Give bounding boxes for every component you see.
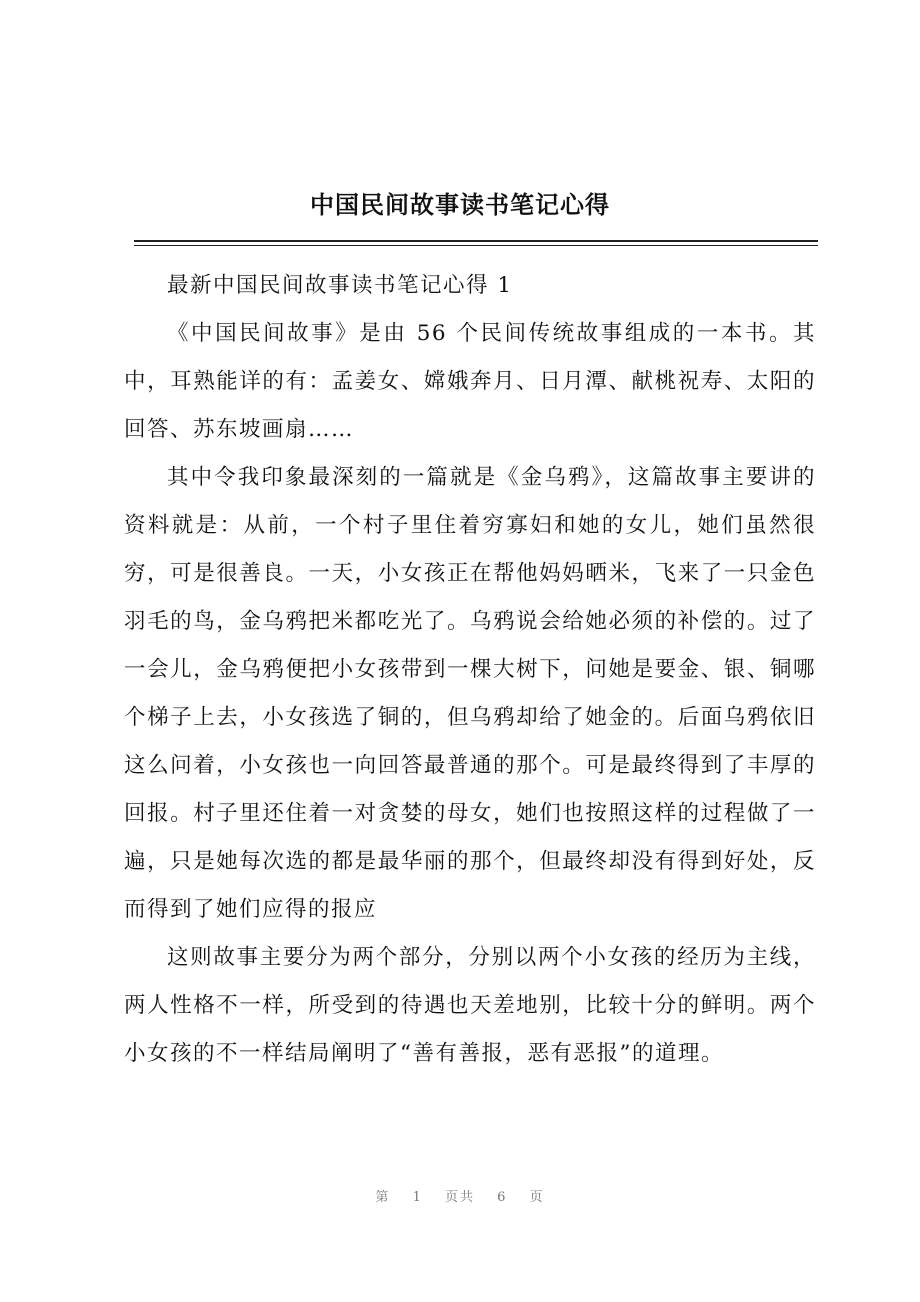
story-paragraph: 其中令我印象最深刻的一篇就是《金乌鸦》，这篇故事主要讲的资料就是：从前，一个村子里住着穷寡妇和她的女儿，她们虽然很穷，可是很善良。一天，小女孩正在帮他妈妈晒米，飞来了一只金色羽毛的鸟，金乌鸦把米都吃光了。乌鸦说会给她必须的补偿的。过了一会儿，金乌鸦便把小女孩带到一棵大树下，问她是要金、银、铜哪个梯子上去，小女孩选了铜的，但乌鸦却给了她金的。后面乌鸦依旧这么问着，小女孩也一向回答最普通的那个。可是最终得到了丰厚的回报。村子里还住着一对贪婪的母女，她们也按照这样的过程做了一遍，只是她每次选的都是最华丽的那个，但最终却没有得到好处，反而得到了她们应得的报应 — [124, 465, 816, 922]
document-body — [124, 262, 816, 1078]
intro-paragraph: 《中国民间故事》是由 56 个民间传统故事组成的一本书。其中，耳熟能详的有：孟姜女、嫦娥奔月、日月潭、献桃祝寿、太阳的回答、苏东坡画扇…… — [124, 321, 816, 442]
footer-page-number: 1 — [412, 1190, 423, 1205]
page-footer — [0, 1186, 920, 1205]
footer-prefix: 第 — [375, 1190, 391, 1205]
subtitle-paragraph: 最新中国民间故事读书笔记心得 1 — [167, 273, 513, 298]
footer-suffix: 页 — [529, 1190, 545, 1205]
footer-total-pages: 6 — [497, 1190, 508, 1205]
footer-middle: 页共 — [444, 1190, 475, 1205]
document-title: 中国民间故事读书笔记心得 — [310, 190, 610, 219]
title-rule-thick — [134, 240, 818, 242]
conclusion-paragraph: 这则故事主要分为两个部分，分别以两个小女孩的经历为主线，两人性格不一样，所受到的待遇也天差地别，比较十分的鲜明。两个小女孩的不一样结局阐明了“善有善报，恶有恶报”的道理。 — [124, 945, 816, 1066]
title-rule-thin — [134, 245, 818, 246]
